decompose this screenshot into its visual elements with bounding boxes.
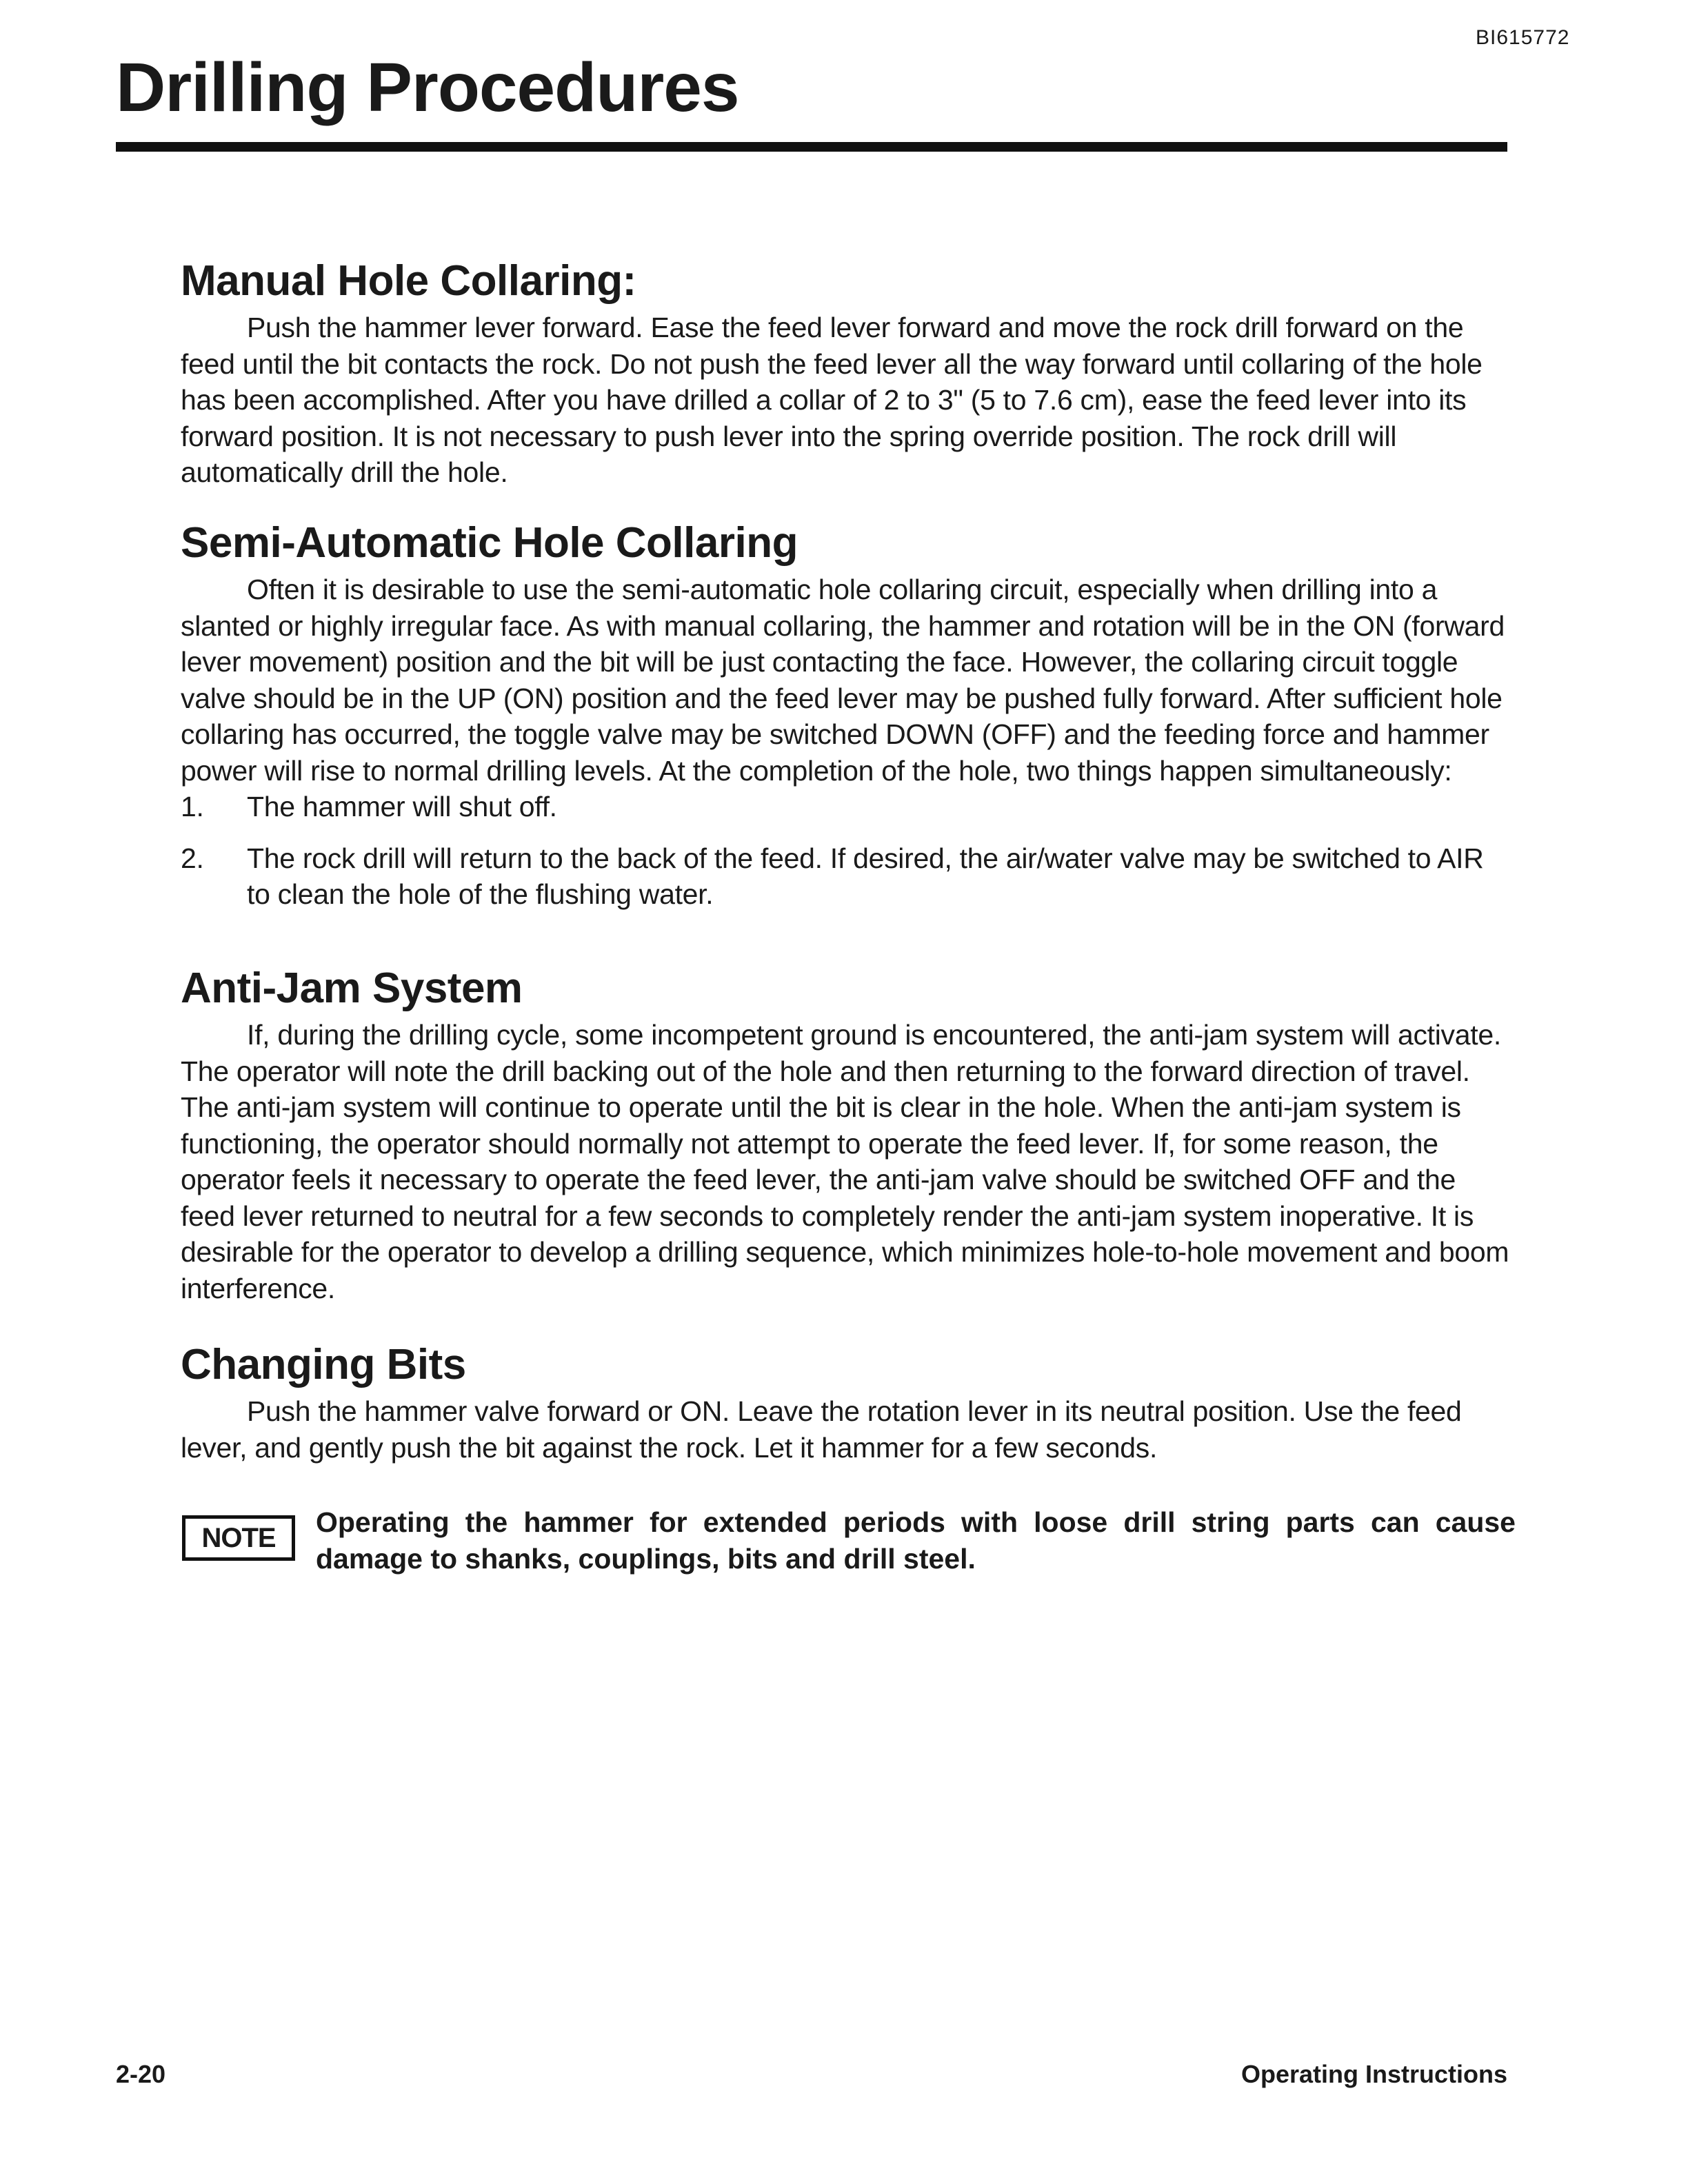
section-semi-automatic-hole-collaring bbox=[181, 518, 1511, 913]
section-manual-hole-collaring bbox=[181, 256, 1511, 491]
list-item bbox=[181, 789, 1511, 825]
page-number: 2-20 bbox=[116, 2060, 166, 2088]
section-body: Push the hammer lever forward. Ease the feed lever forward and move the rock drill forward on the feed until the bit contacts the rock. Do not push the feed lever all the way forward until collaring of the hole has been accomplished. After you have drilled a collar of 2 to 3" (5 to 7.6 cm), ease the feed lever into its forward position. It is not necessary to push lever into the spring override position. The rock drill will automatically drill the hole. bbox=[181, 312, 1483, 489]
footer-section-name: Operating Instructions bbox=[1240, 2060, 1507, 2088]
section-body: Push the hammer valve forward or ON. Leave the rotation lever in its neutral position. Use the feed lever, and gently push the bit against the rock. Let it hammer for a few seconds. bbox=[181, 1395, 1462, 1464]
page-title: Drilling Procedures bbox=[116, 49, 739, 126]
section-heading: Changing Bits bbox=[181, 1341, 466, 1388]
note-text: Operating the hammer for extended periods with loose drill string parts can cause damage to shanks, couplings, bits and drill steel. bbox=[316, 1506, 1516, 1575]
section-body: Often it is desirable to use the semi-automatic hole collaring circuit, especially when drilling into a slanted or highly irregular face. As with manual collaring, the hammer and rotation will be in the ON (forward lever movement) position and the bit will be just contacting the face. However, the collaring circuit toggle valve should be in the UP (ON) position and the feed lever may be pushed fully forward. After sufficient hole collaring has occurred, the toggle valve may be switched DOWN (OFF) and the feeding force and hammer power will rise to normal drilling levels. At the completion of the hole, two things happen simultaneously: bbox=[181, 574, 1505, 787]
section-heading: Semi-Automatic Hole Collaring bbox=[181, 519, 798, 567]
title-divider bbox=[116, 142, 1507, 152]
section-changing-bits bbox=[181, 1340, 1511, 1466]
note-label-box: NOTE bbox=[182, 1515, 295, 1561]
section-heading: Manual Hole Collaring: bbox=[181, 257, 636, 305]
section-anti-jam-system bbox=[181, 964, 1511, 1306]
section-body: If, during the drilling cycle, some incompetent ground is encountered, the anti-jam system will activate. The operator will note the drill backing out of the hole and then returning to the forward direction of travel. The anti-jam system will continue to operate until the bit is clear in the hole. When the anti-jam system is functioning, the operator should normally not attempt to operate the feed lever. If, for some reason, the operator feels it necessary to operate the feed lever, the anti-jam valve should be switched OFF and the feed lever returned to neutral for a few seconds to completely render the anti-jam system inoperative. It is desirable for the operator to develop a drilling sequence, which minimizes hole-to-hole movement and boom interference. bbox=[181, 1019, 1509, 1304]
list-item-text: The rock drill will return to the back of the feed. If desired, the air/water valve may be switched to AIR to clean the hole of the flushing water. bbox=[247, 842, 1484, 911]
document-id: BI615772 bbox=[1476, 26, 1570, 49]
numbered-list bbox=[181, 789, 1511, 913]
list-item bbox=[181, 840, 1511, 913]
list-item-number: 2. bbox=[181, 842, 204, 874]
list-item-number: 1. bbox=[181, 791, 204, 823]
section-heading: Anti-Jam System bbox=[181, 964, 523, 1012]
list-item-text: The hammer will shut off. bbox=[247, 791, 557, 823]
